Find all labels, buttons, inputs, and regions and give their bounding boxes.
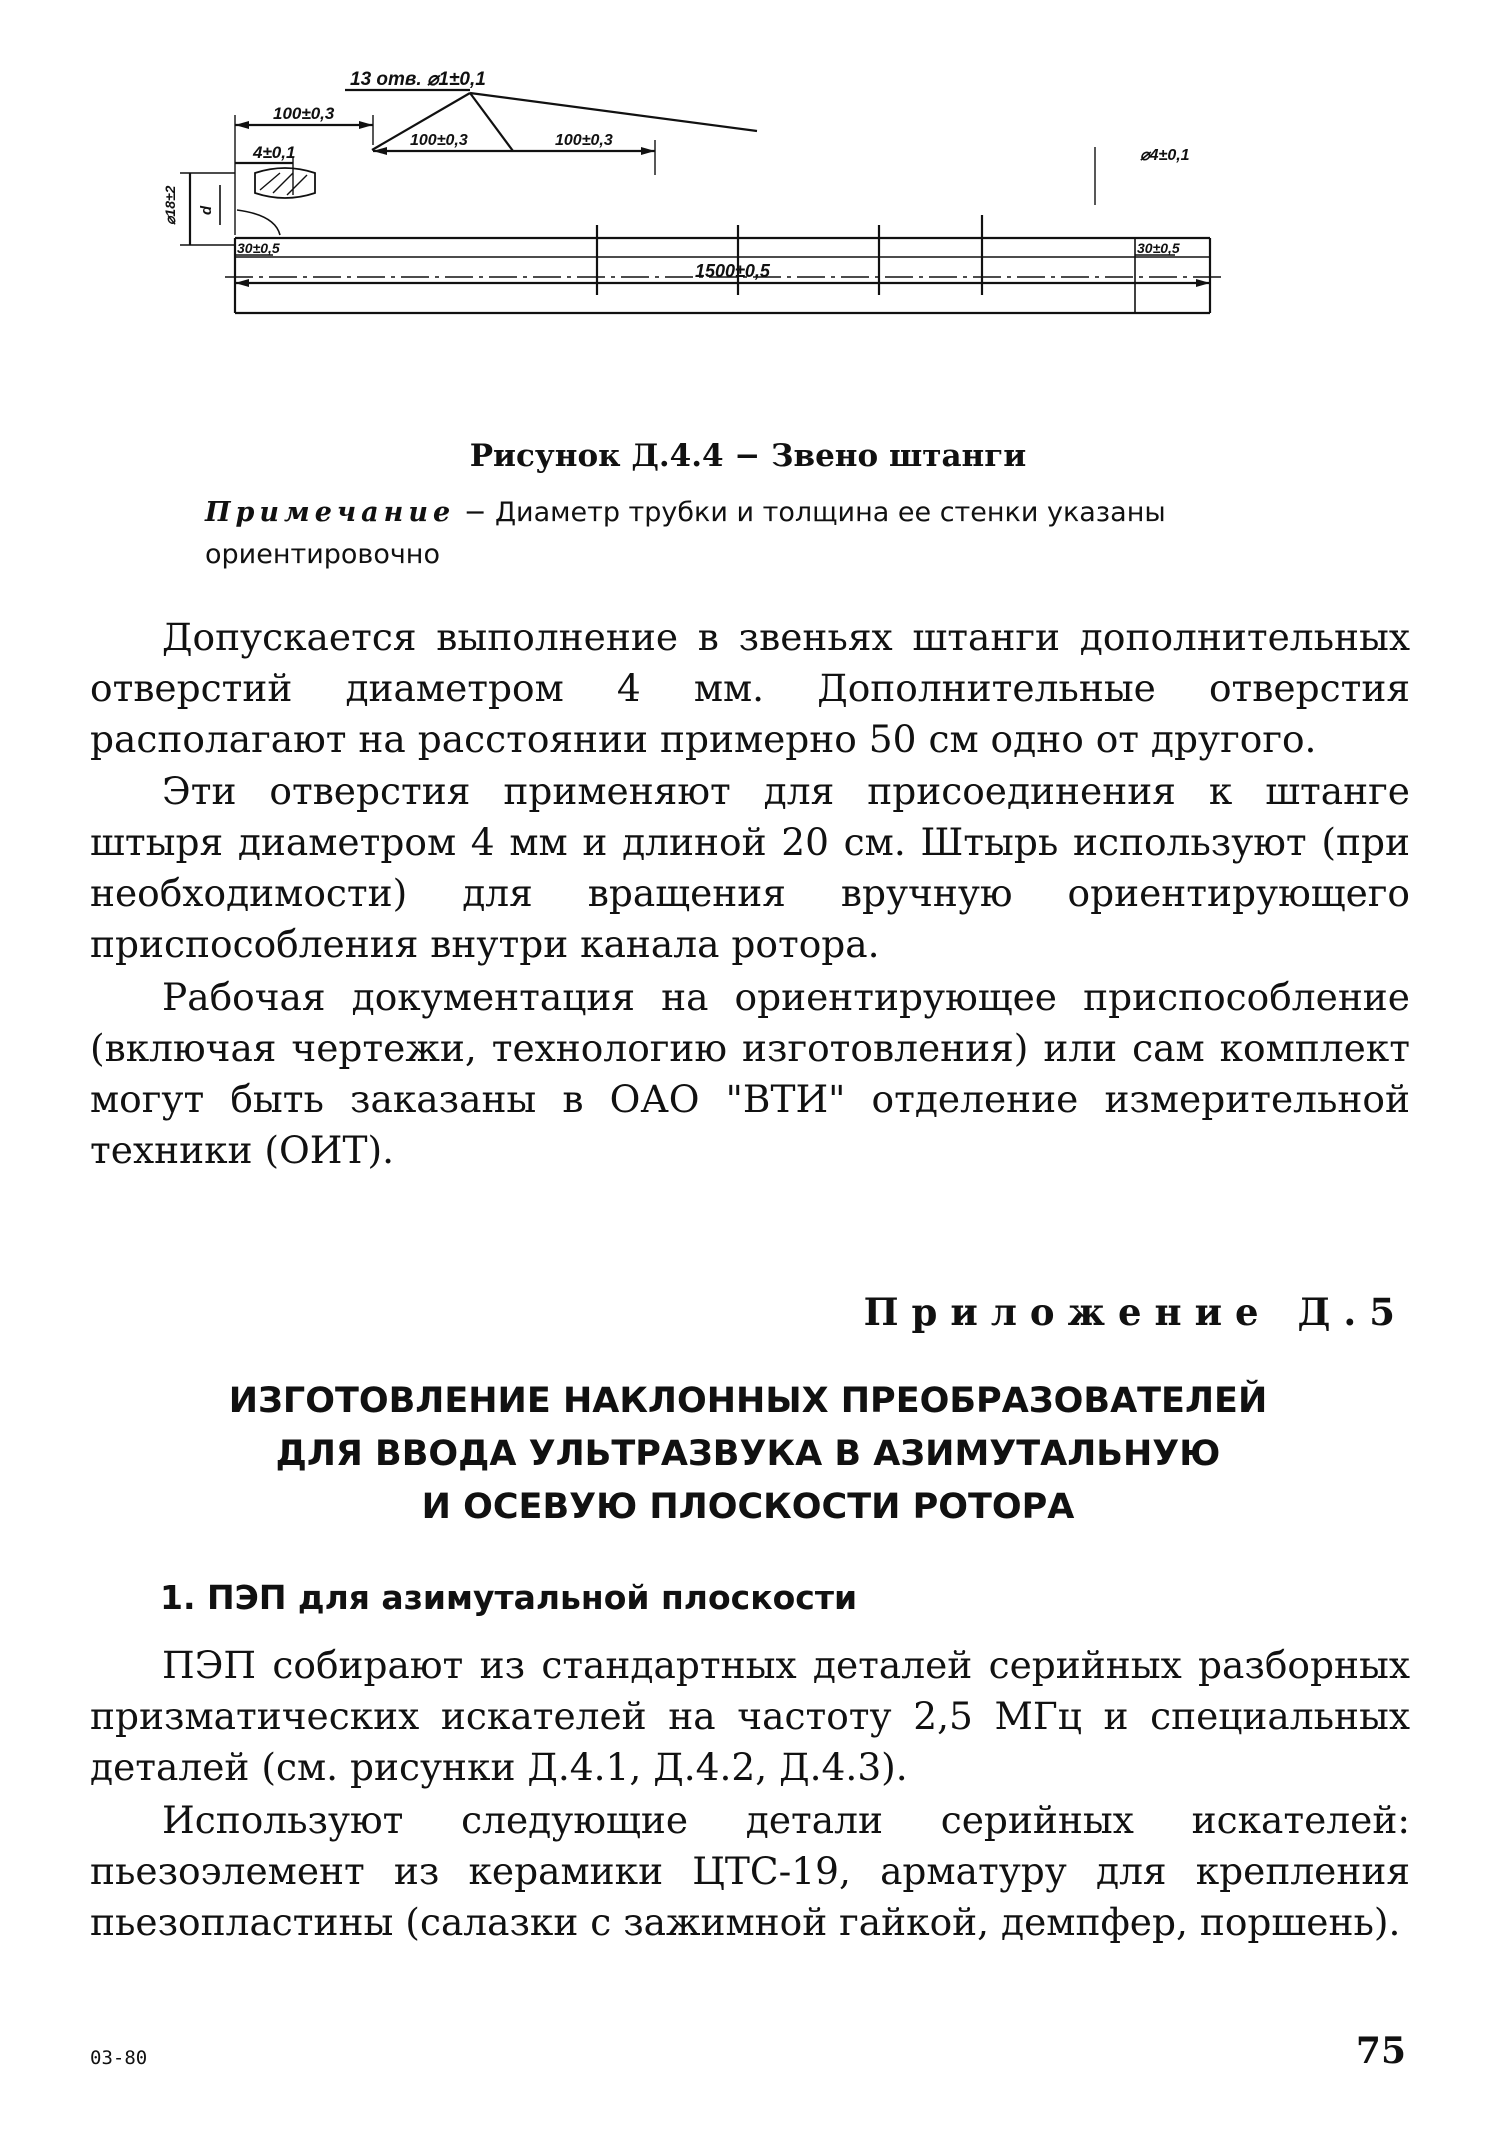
title-line-2: ДЛЯ ВВОДА УЛЬТРАЗВУКА В АЗИМУТАЛЬНУЮ — [275, 1434, 1221, 1474]
paragraph-2: Эти отверстия применяют для присоединения к штанге штыря диаметром 4 мм и длиной 20 см. Штырь используют (при необходимости) для вращения вручную ориентирующего приспособления внутри канала ротора. — [90, 769, 1410, 966]
footer-code: 03-80 — [90, 2047, 148, 2069]
appendix-label: Приложение Д.5 — [863, 1290, 1408, 1334]
section-1-heading: 1. ПЭП для азимутальной плоскости — [160, 1578, 858, 1617]
dim-30-left-label: 30±0,5 — [237, 240, 280, 256]
paragraph-5: Используют следующие детали серийных искателей: пьезоэлемент из керамики ЦТС-19, арматуру для крепления пьезопластины (салазки с зажимной гайкой, демпфер, поршень). — [90, 1798, 1410, 1944]
title-line-1: ИЗГОТОВЛЕНИЕ НАКЛОННЫХ ПРЕОБРАЗОВАТЕЛЕЙ — [228, 1381, 1268, 1421]
title-line-3: И ОСЕВУЮ ПЛОСКОСТИ РОТОРА — [421, 1487, 1075, 1527]
rod-link-drawing — [162, 69, 1245, 415]
holes-leader-2 — [470, 93, 513, 151]
pin-section — [255, 168, 315, 198]
holes-label: 13 отв. ⌀1±0,1 — [350, 69, 486, 90]
dim-30-right-label: 30±0,5 — [1137, 240, 1180, 256]
figure-note — [205, 492, 1310, 576]
dim-4-right-label: ⌀4±0,1 — [1140, 147, 1190, 164]
paragraph-4: ПЭП собирают из стандартных деталей серийных разборных призматических искателей на частоту 2,5 МГц и специальных деталей (см. рисунки Д.4.1, Д.4.2, Д.4.3). — [90, 1643, 1410, 1789]
dim-diameter-label: ⌀18±2 — [162, 185, 178, 225]
paragraph-3: Рабочая документация на ориентирующее приспособление (включая чертежи, технологию изготовления) или сам комплект могут быть заказаны в ОАО "ВТИ" отделение измерительной техники (ОИТ). — [90, 975, 1410, 1172]
paragraph-1: Допускается выполнение в звеньях штанги дополнительных отверстий диаметром 4 мм. Дополнительные отверстия располагают на расстоянии примерно 50 см одно от другого. — [90, 615, 1410, 761]
holes-leader-3 — [470, 93, 757, 131]
dim-100-second-label: 100±0,3 — [410, 132, 468, 149]
page-number: 75 — [1355, 2030, 1406, 2072]
dim-100-third-label: 100±0,3 — [555, 132, 613, 149]
end-cap-arc — [237, 210, 280, 235]
dim-100-first-label: 100±0,3 — [273, 104, 335, 123]
note-text: − Диаметр трубки и толщина ее стенки указаны ориентировочно — [205, 497, 1166, 570]
dim-d-label: d — [198, 205, 215, 215]
dim-4-label: 4±0,1 — [253, 143, 296, 162]
appendix-title — [0, 1375, 1496, 1534]
dim-1500-label: 1500±0,5 — [695, 261, 770, 281]
note-lead: Примечание — [205, 497, 456, 528]
figure-caption: Рисунок Д.4.4 − Звено штанги — [469, 438, 1027, 474]
